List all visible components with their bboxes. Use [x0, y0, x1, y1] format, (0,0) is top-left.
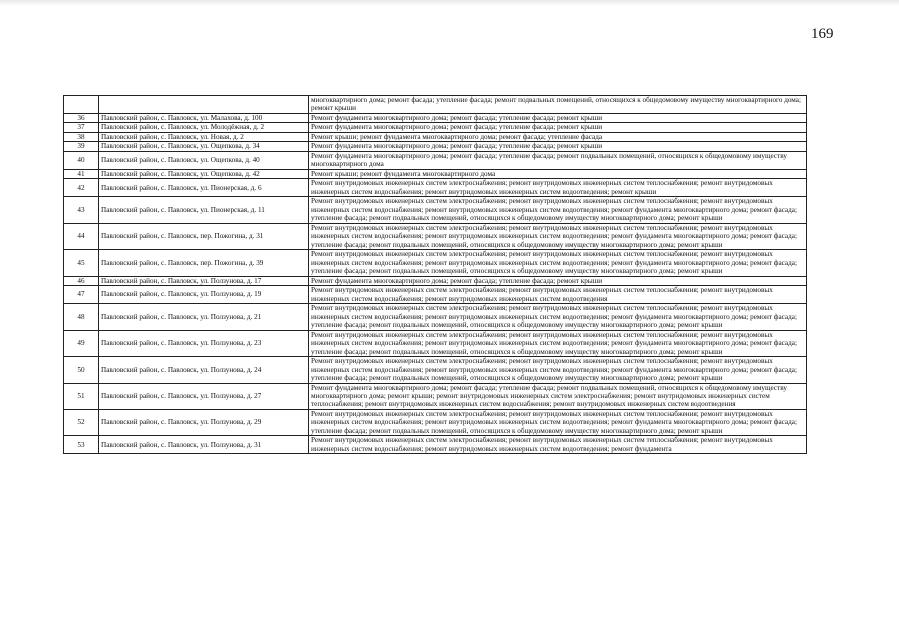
table-row	[64, 223, 807, 249]
row-works: Ремонт внутридомовых инженерных систем электроснабжения; ремонт внутридомовых инженерных систем теплоснабжения; ремонт внутридомовых инженерных систем водоснабжения; ремонт внутридомовых инженерных систем водоотведения; ремонт фундамента	[309, 436, 807, 454]
table-row	[64, 436, 807, 454]
table-row	[64, 357, 807, 383]
row-number: 50	[64, 357, 99, 383]
row-number: 40	[64, 151, 99, 169]
table-row	[64, 113, 807, 122]
row-number: 43	[64, 197, 99, 223]
row-number: 49	[64, 330, 99, 356]
row-works: Ремонт крыши; ремонт фундамента многоквартирного дома	[309, 169, 807, 178]
row-works: Ремонт внутридомовых инженерных систем электроснабжения; ремонт внутридомовых инженерных систем теплоснабжения; ремонт внутридомовых инженерных систем водоснабжения; ремонт внутридомовых инженерных систем водоотведения; ремонт фундамента многоквартирного дома; ремонт фасада; утепление фасада; ремонт подвальных помещений, относящихся к общедомовому имуществу многоквартирного дома; ремонт крыши	[309, 330, 807, 356]
row-works: Ремонт внутридомовых инженерных систем электроснабжения; ремонт внутридомовых инженерных систем теплоснабжения; ремонт внутридомовых инженерных систем водоснабжения; ремонт внутридомовых инженерных систем водоотведения; ремонт фундамента многоквартирного дома; ремонт фасада; утепление фасада; ремонт подвальных помещений, относящихся к общедомовому имуществу многоквартирного дома; ремонт крыши	[309, 197, 807, 223]
row-address: Павловский район, с. Павловск, ул. Ползунова, д. 27	[99, 383, 309, 409]
row-works: Ремонт внутридомовых инженерных систем электроснабжения; ремонт внутридомовых инженерных систем теплоснабжения; ремонт внутридомовых инженерных систем водоснабжения; ремонт внутридомовых инженерных систем водоотведения; ремонт фундамента многоквартирного дома; ремонт фасада; утепление фасада; ремонт подвальных помещений, относящихся к общедомовому имуществу многоквартирного дома; ремонт крыши	[309, 223, 807, 249]
row-number: 51	[64, 383, 99, 409]
row-address: Павловский район, с. Павловск, ул. Ощепкова, д. 40	[99, 151, 309, 169]
works-table-body	[64, 96, 807, 454]
table-row	[64, 383, 807, 409]
row-address: Павловский район, с. Павловск, ул. Ползунова, д. 21	[99, 304, 309, 330]
table-row	[64, 409, 807, 435]
row-works: Ремонт внутридомовых инженерных систем электроснабжения; ремонт внутридомовых инженерных систем теплоснабжения; ремонт внутридомовых инженерных систем водоснабжения; ремонт внутридомовых инженерных систем водоотведения; ремонт фундамента многоквартирного дома; ремонт фасада; утепление фасада; ремонт подвальных помещений, относящихся к общедомовому имуществу многоквартирного дома; ремонт крыши	[309, 304, 807, 330]
row-number: 45	[64, 250, 99, 276]
table-row	[64, 179, 807, 197]
row-number: 53	[64, 436, 99, 454]
row-works: Ремонт фундамента многоквартирного дома; ремонт фасада; утепление фасада; ремонт подвальных помещений, относящихся к общедомовому имуществу многоквартирного дома	[309, 151, 807, 169]
table-row	[64, 250, 807, 276]
row-number: 46	[64, 276, 99, 285]
row-address: Павловский район, с. Павловск, ул. Малахова, д. 100	[99, 113, 309, 122]
row-address: Павловский район, с. Павловск, ул. Ползунова, д. 24	[99, 357, 309, 383]
table-row	[64, 197, 807, 223]
row-number	[64, 96, 99, 114]
row-works: Ремонт фундамента многоквартирного дома; ремонт фасада; утепление фасада; ремонт крыши	[309, 113, 807, 122]
table-row	[64, 151, 807, 169]
row-works: многоквартирного дома; ремонт фасада; утепление фасада; ремонт подвальных помещений, относящихся к общедомовому имуществу многоквартирного дома; ремонт крыши	[309, 96, 807, 114]
table-row	[64, 142, 807, 151]
row-works: Ремонт фундамента многоквартирного дома; ремонт фасада; утепление фасада; ремонт крыши	[309, 142, 807, 151]
table-row	[64, 330, 807, 356]
row-works: Ремонт фундамента многоквартирного дома; ремонт фасада; утепление фасада; ремонт крыши	[309, 123, 807, 132]
row-number: 36	[64, 113, 99, 122]
row-works: Ремонт внутридомовых инженерных систем электроснабжения; ремонт внутридомовых инженерных систем теплоснабжения; ремонт внутридомовых инженерных систем водоснабжения; ремонт внутридомовых инженерных систем водоотведения; ремонт крыши	[309, 179, 807, 197]
row-works: Ремонт внутридомовых инженерных систем электроснабжения; ремонт внутридомовых инженерных систем теплоснабжения; ремонт внутридомовых инженерных систем водоснабжения; ремонт внутридомовых инженерных систем водоотведения; ремонт фундамента многоквартирного дома; ремонт фасада; утепление фасада; ремонт подвальных помещений, относящихся к общедомовому имуществу многоквартирного дома; ремонт крыши	[309, 409, 807, 435]
works-table	[63, 95, 807, 454]
row-address: Павловский район, с. Павловск, пер. Пожогина, д. 31	[99, 223, 309, 249]
row-number: 41	[64, 169, 99, 178]
row-works: Ремонт фундамента многоквартирного дома; ремонт фасада; утепление фасада; ремонт крыши	[309, 276, 807, 285]
table-row	[64, 276, 807, 285]
row-number: 39	[64, 142, 99, 151]
table-row	[64, 169, 807, 178]
row-address: Павловский район, с. Павловск, ул. Ощепкова, д. 42	[99, 169, 309, 178]
table-row	[64, 286, 807, 304]
row-address: Павловский район, с. Павловск, ул. Ощепкова, д. 34	[99, 142, 309, 151]
row-address: Павловский район, с. Павловск, ул. Молодёжная, д. 2	[99, 123, 309, 132]
row-number: 48	[64, 304, 99, 330]
row-address: Павловский район, с. Павловск, ул. Ползунова, д. 19	[99, 286, 309, 304]
row-address: Павловский район, с. Павловск, ул. Ползунова, д. 23	[99, 330, 309, 356]
row-address: Павловский район, с. Павловск, ул. Ползунова, д. 29	[99, 409, 309, 435]
row-works: Ремонт крыши; ремонт фундамента многоквартирного дома; ремонт фасада; утепление фасада	[309, 132, 807, 141]
row-address: Павловский район, с. Павловск, ул. Новая, д. 2	[99, 132, 309, 141]
row-works: Ремонт внутридомовых инженерных систем электроснабжения; ремонт внутридомовых инженерных систем теплоснабжения; ремонт внутридомовых инженерных систем водоснабжения; ремонт внутридомовых инженерных систем водоотведения	[309, 286, 807, 304]
row-number: 38	[64, 132, 99, 141]
row-address: Павловский район, с. Павловск, ул. Пионерская, д. 6	[99, 179, 309, 197]
row-address: Павловский район, с. Павловск, ул. Пионерская, д. 11	[99, 197, 309, 223]
page-number: 169	[811, 26, 834, 42]
row-works: Ремонт фундамента многоквартирного дома; ремонт фасада; утепление фасада; ремонт подвальных помещений, относящихся к общедомовому имуществу многоквартирного дома; ремонт крыши; ремонт внутридомовых инженерных систем электроснабжения; ремонт внутридомовых инженерных систем теплоснабжения; ремонт внутридомовых инженерных систем водоснабжения; ремонт внутридомовых инженерных систем водоотведения	[309, 383, 807, 409]
row-number: 52	[64, 409, 99, 435]
scan-edge	[0, 0, 899, 6]
row-address: Павловский район, с. Павловск, ул. Ползунова, д. 31	[99, 436, 309, 454]
table-row	[64, 132, 807, 141]
row-works: Ремонт внутридомовых инженерных систем электроснабжения; ремонт внутридомовых инженерных систем теплоснабжения; ремонт внутридомовых инженерных систем водоснабжения; ремонт внутридомовых инженерных систем водоотведения; ремонт фундамента многоквартирного дома; ремонт фасада; утепление фасада; ремонт подвальных помещений, относящихся к общедомовому имуществу многоквартирного дома; ремонт крыши	[309, 250, 807, 276]
table-row	[64, 96, 807, 114]
row-address: Павловский район, с. Павловск, пер. Пожогина, д. 39	[99, 250, 309, 276]
table-row	[64, 304, 807, 330]
table-row	[64, 123, 807, 132]
row-number: 44	[64, 223, 99, 249]
row-number: 42	[64, 179, 99, 197]
row-number: 47	[64, 286, 99, 304]
row-address	[99, 96, 309, 114]
row-address: Павловский район, с. Павловск, ул. Ползунова, д. 17	[99, 276, 309, 285]
row-number: 37	[64, 123, 99, 132]
row-works: Ремонт внутридомовых инженерных систем электроснабжения; ремонт внутридомовых инженерных систем теплоснабжения; ремонт внутридомовых инженерных систем водоснабжения; ремонт внутридомовых инженерных систем водоотведения; ремонт фундамента многоквартирного дома; ремонт фасада; утепление фасада; ремонт подвальных помещений, относящихся к общедомовому имуществу многоквартирного дома; ремонт крыши	[309, 357, 807, 383]
